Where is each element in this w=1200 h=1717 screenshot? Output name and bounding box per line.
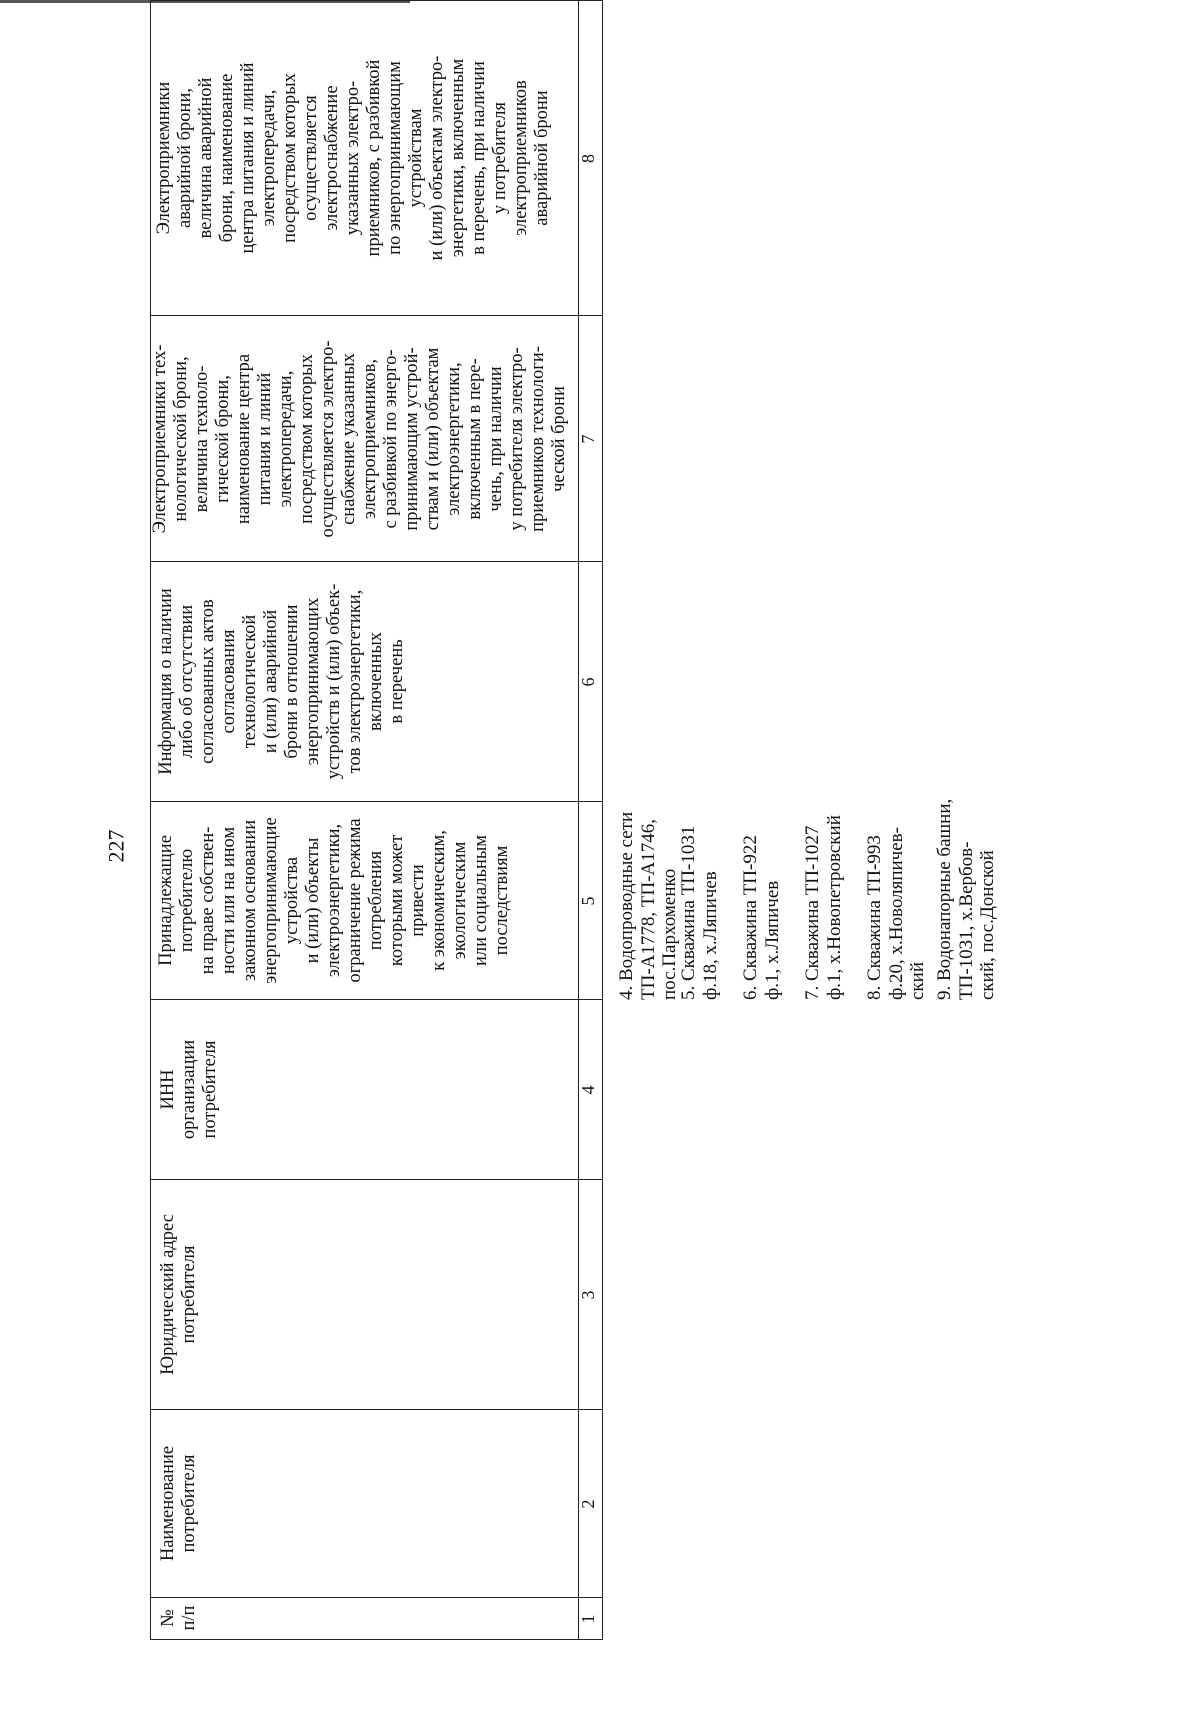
column-number: 1 bbox=[578, 1614, 598, 1624]
header-legal-address: Юридический адрес потребителя bbox=[158, 1214, 199, 1375]
list-item: 9. Водонапорные башни, ТП-1031, х.Вербов- ский, пос.Донской bbox=[934, 798, 998, 1000]
column-number: 7 bbox=[578, 434, 598, 444]
consumer-table bbox=[150, 0, 660, 1640]
list-item: 7. Скважина ТП-1027 ф.1, х.Новопетровский bbox=[802, 815, 845, 1000]
list-item: 5. Скважина ТП-1031 ф.18, х.Ляпичев bbox=[678, 825, 721, 1000]
column-numbers-rule bbox=[602, 0, 603, 1640]
header-equipment: Принадлежащие потребителю на праве собствен- ности или на ином законном основании энергопринимающие устройства и (или) объекты электроэнергетики, ограничение режима потребления которыми может привести к экономическим, экологическим или социальным последствиям bbox=[156, 817, 512, 984]
column-divider bbox=[150, 801, 602, 802]
header-technological-reserve: Электроприемники тех- нологической брони, величина техноло- гической брони, наименование центра питания и линий электропередачи, посредством которых осуществляется электро- снабжение указанных электроприемников, с разбивкой по энерго- принимающим устрой- ствам и (или) объектам электроэнергетики, включенным в пере- чень, при наличии у потребителя электро- приемников технологи- ческой брони bbox=[150, 340, 569, 538]
table-right-border bbox=[150, 0, 602, 1]
column-divider bbox=[150, 1179, 602, 1180]
page-number: 227 bbox=[103, 829, 129, 863]
list-item: 8. Скважина ТП-993 ф.20, х.Новоляпичев- ский bbox=[864, 827, 928, 1000]
list-item: 4. Водопроводные сети ТП-А1778, ТП-А1746, пос.Пархоменко bbox=[616, 811, 680, 1000]
header-number: № п/п bbox=[158, 1605, 199, 1631]
column-number: 2 bbox=[578, 1499, 598, 1509]
table-top-border bbox=[150, 0, 151, 1640]
column-number: 8 bbox=[578, 154, 598, 163]
column-divider bbox=[150, 999, 602, 1000]
column-number: 4 bbox=[578, 1085, 598, 1095]
header-consumer-name: Наименование потребителя bbox=[158, 1445, 199, 1562]
header-reservation-acts: Информация о наличии либо об отсутствии согласованных актов согласования технологической и (или) аварийной брони в отношении энергопринимающих устройств и (или) объек- тов электроэнергетики, включенных в перечень bbox=[156, 583, 407, 780]
header-emergency-reserve: Электроприемники аварийной брони, величина аварийной брони, наименование центра питания и линий электропередачи, посредством которых осуществляется электроснабжение указанных электро- приемников, с разбивкой по энергопринимающим устройствам и (или) объектам электро- энергетики, включенным в перечень, при наличии у потребителя электроприемников аварийной брони bbox=[154, 55, 552, 261]
column-number: 3 bbox=[578, 1290, 598, 1300]
column-divider bbox=[150, 1409, 602, 1410]
header-inn: ИНН организации потребителя bbox=[158, 1039, 220, 1140]
column-number: 5 bbox=[578, 896, 598, 906]
column-number: 6 bbox=[578, 677, 598, 687]
list-item: 6. Скважина ТП-922 ф.1, х.Ляпичев bbox=[740, 835, 783, 1000]
table-left-border bbox=[150, 1639, 602, 1640]
